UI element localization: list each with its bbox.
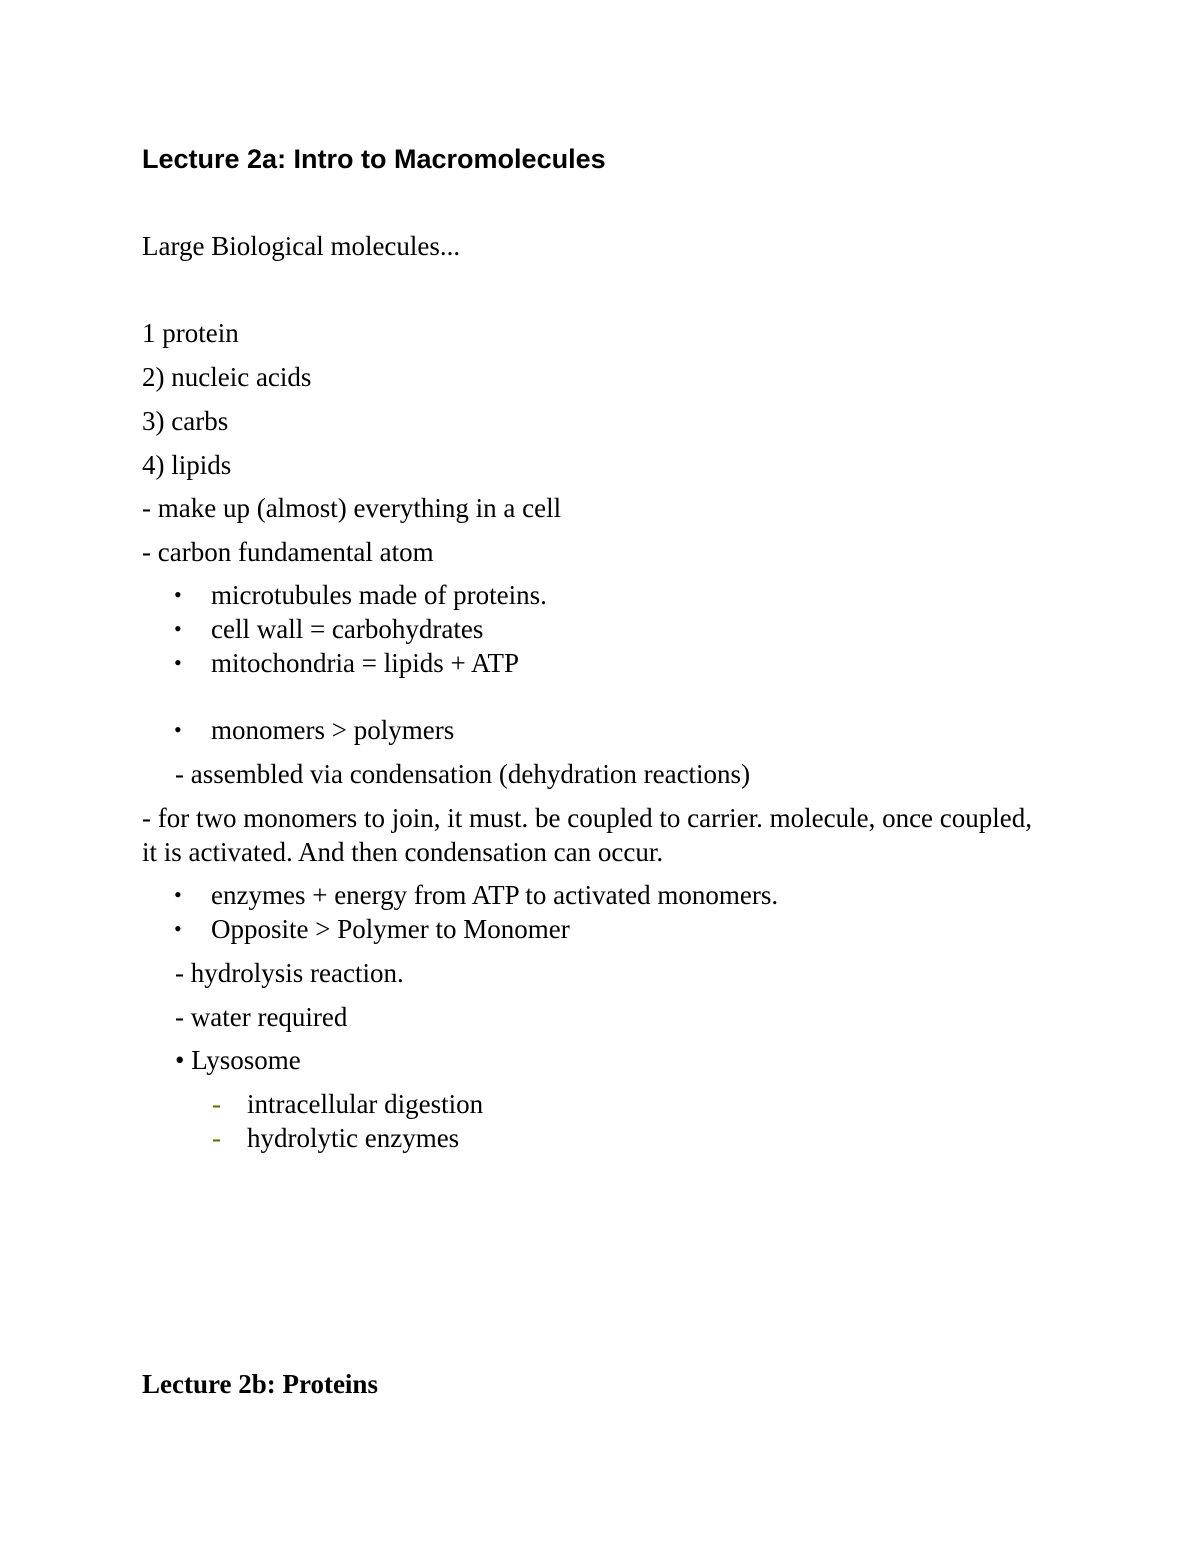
condensation-paragraph: - for two monomers to join, it must. be coupled to carrier. molecule, once coupled, it is activated. And then condensation can occur. <box>142 803 1033 867</box>
bullet-marker: • <box>174 650 182 675</box>
dash-item <box>212 1123 459 1153</box>
lecture-2b-title: Lecture 2b: Proteins <box>142 1369 378 1399</box>
list-item: 3) carbs <box>142 406 229 436</box>
intro-line: Large Biological molecules... <box>142 231 461 261</box>
dash-marker: - <box>212 1123 221 1153</box>
bullet-marker: • <box>174 582 182 607</box>
assembled-line: - assembled via condensation (dehydration reactions) <box>175 759 751 789</box>
list-item: - carbon fundamental atom <box>142 537 434 567</box>
bullet-item <box>174 580 547 610</box>
bullet-text: mitochondria = lipids + ATP <box>211 648 519 678</box>
dash-item <box>212 1089 483 1119</box>
lecture-2a-title: Lecture 2a: Intro to Macromolecules <box>142 144 606 174</box>
hydrolysis-line: - hydrolysis reaction. <box>175 958 404 988</box>
bullet-item <box>174 880 778 910</box>
bullet-marker: • <box>174 882 182 907</box>
bullet-text: microtubules made of proteins. <box>211 580 547 610</box>
list-item: - make up (almost) everything in a cell <box>142 493 562 523</box>
bullet-marker: • <box>174 916 182 941</box>
bullet-text: enzymes + energy from ATP to activated monomers. <box>211 880 779 910</box>
bullet-text: Opposite > Polymer to Monomer <box>211 914 570 944</box>
list-item: 1 protein <box>142 318 239 348</box>
dash-text: hydrolytic enzymes <box>247 1123 460 1153</box>
list-item: 4) lipids <box>142 450 232 480</box>
list-item: 2) nucleic acids <box>142 362 312 392</box>
bullet-item <box>174 914 570 944</box>
bullet-item <box>174 715 454 745</box>
bullet-marker: • <box>174 616 182 641</box>
water-line: - water required <box>175 1002 348 1032</box>
dash-text: intracellular digestion <box>247 1089 484 1119</box>
dash-marker: - <box>212 1089 221 1119</box>
bullet-text: cell wall = carbohydrates <box>211 614 484 644</box>
bullet-item <box>174 648 519 678</box>
bullet-text: monomers > polymers <box>211 715 455 745</box>
bullet-item <box>174 614 483 644</box>
bullet-marker: • <box>174 717 182 742</box>
lysosome-line: • Lysosome <box>175 1045 301 1075</box>
